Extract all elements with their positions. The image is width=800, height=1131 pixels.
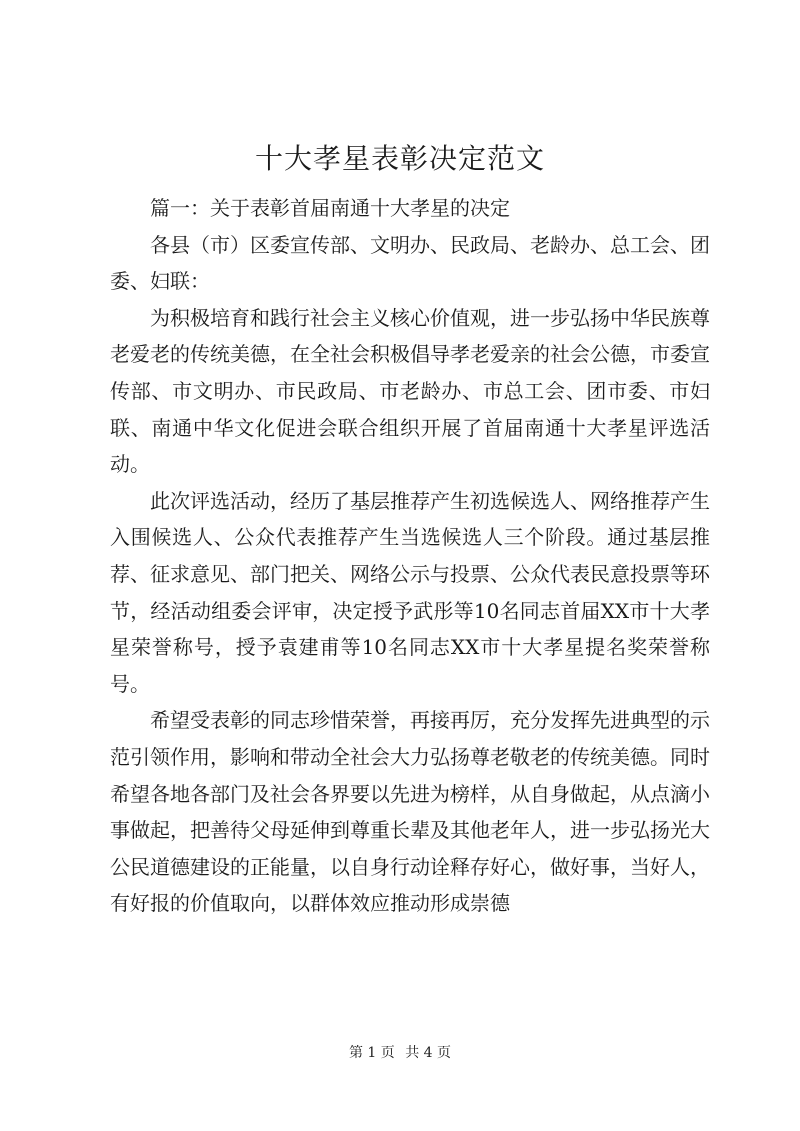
paragraph-process: 此次评选活动，经历了基层推荐产生初选候选人、网络推荐产生入围候选人、公众代表推荐产生当选候选人三个阶段。通过基层推荐、征求意见、部门把关、网络公示与投票、公众代表民意投票等环节，经活动组委会评审，决定授予武彤等10名同志首届XX市十大孝星荣誉称号，授予袁建甫等10名同志XX市十大孝星提名奖荣誉称号。	[110, 488, 710, 696]
page-total: 共 4 页	[405, 1045, 452, 1061]
paragraph-hope: 希望受表彰的同志珍惜荣誉，再接再厉，充分发挥先进典型的示范引领作用，影响和带动全社会大力弘扬尊老敬老的传统美德。同时希望各地各部门及社会各界要以先进为榜样，从自身做起，从点滴小事做起，把善待父母延伸到尊重长辈及其他老年人，进一步弘扬光大公民道德建设的正能量，以自身行动诠释存好心，做好事，当好人，有好报的价值取向，以群体效应推动形成崇德	[110, 708, 710, 916]
paragraph-salutation: 各县（市）区委宣传部、文明办、民政局、老龄办、总工会、团委、妇联：	[110, 232, 710, 294]
page-footer	[0, 1043, 800, 1063]
page-number: 第 1 页	[348, 1045, 395, 1061]
paragraph-heading: 篇一：关于表彰首届南通十大孝星的决定	[150, 196, 510, 220]
document-body	[110, 190, 710, 922]
paragraph-intro: 为积极培育和践行社会主义核心价值观，进一步弘扬中华民族尊老爱老的传统美德，在全社会积极倡导孝老爱亲的社会公德，市委宣传部、市文明办、市民政局、市老龄办、市总工会、团市委、市妇联、南通中华文化促进会联合组织开展了首届南通十大孝星评选活动。	[110, 305, 710, 477]
document-title: 十大孝星表彰决定范文	[254, 142, 545, 175]
